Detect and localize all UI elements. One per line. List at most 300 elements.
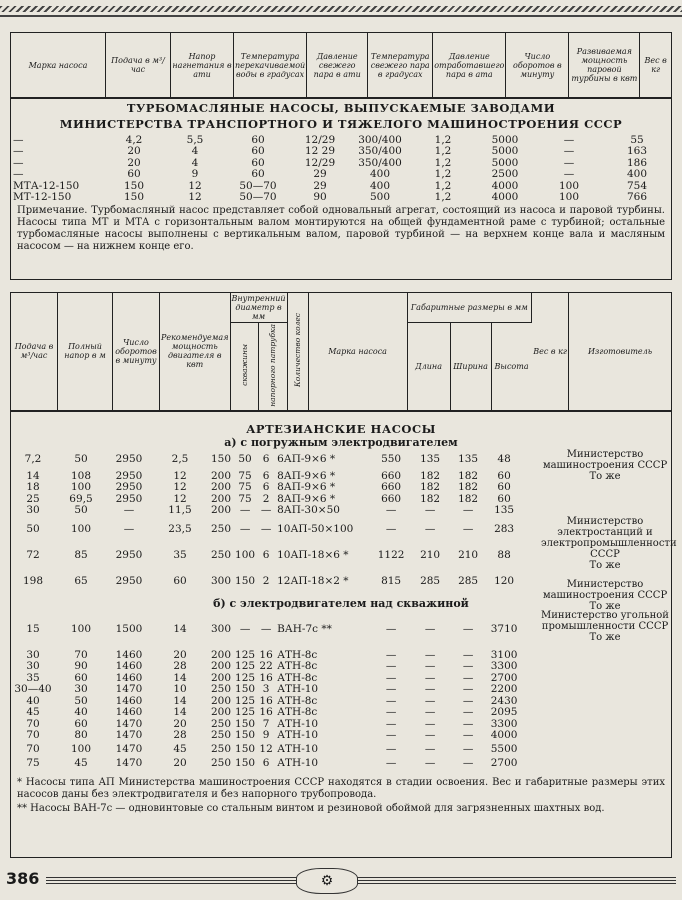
rows_b-cell: — bbox=[462, 671, 474, 684]
rows_b-cell: 4000 bbox=[490, 729, 518, 742]
rows_b-cell: 1460 bbox=[115, 706, 143, 719]
t1-h9: Вес в кг bbox=[644, 56, 667, 74]
rows_b-cell: 30 bbox=[74, 683, 88, 696]
rows_b-cell: ВАН-7с ** bbox=[277, 623, 332, 636]
rows_a-cell: 60 bbox=[497, 469, 511, 482]
rows_a-cell: 815 bbox=[381, 575, 402, 588]
rows_b-cell: 14 bbox=[173, 623, 187, 636]
t1-cell: 1,2 bbox=[434, 156, 452, 169]
t1-cell: 1,2 bbox=[434, 179, 452, 192]
rows_b-cell: 70 bbox=[26, 717, 40, 730]
rows_b-cell: 1460 bbox=[115, 660, 143, 673]
t1-h8: Развиваемая мощность паровой турбины в квт bbox=[569, 33, 640, 98]
t1-h0: Марка насоса bbox=[11, 33, 106, 98]
rows_b-cell: 60 bbox=[74, 717, 88, 730]
rows_a-cell: 2,5 bbox=[171, 453, 189, 466]
t1-cell: 400 bbox=[369, 168, 391, 181]
t1-cell: 60 bbox=[251, 156, 265, 169]
rows_a-cell: 6 bbox=[262, 453, 270, 466]
rows_b-maker-cell bbox=[521, 730, 671, 742]
rows_b-maker-cell bbox=[521, 650, 671, 662]
rows_a-cell: 8АП-9×6 * bbox=[277, 481, 336, 494]
rows_a-cell: — bbox=[385, 504, 397, 517]
t1-title-line1: ТУРБОМАСЛЯНЫЕ НАСОСЫ, ВЫПУСКАЕМЫЕ ЗАВОДАМИ bbox=[126, 101, 556, 115]
rows_a-cell: 6 bbox=[262, 481, 270, 494]
rows_b-cell: 300 bbox=[211, 623, 232, 636]
rows_b-cell: 250 bbox=[211, 729, 232, 742]
rows_a-cell: 100 bbox=[70, 523, 92, 536]
rows_a-cell: 283 bbox=[494, 523, 515, 536]
t1-cell: 150 bbox=[123, 191, 145, 204]
t2-h-patr: напорного патрубка bbox=[259, 323, 288, 411]
t1-cell: 29 bbox=[313, 168, 327, 181]
rows_a-cell: 182 bbox=[420, 481, 441, 494]
rows_b-cell: 20 bbox=[173, 717, 187, 730]
t2-h-gabar: Габаритные размеры в мм bbox=[407, 293, 532, 323]
rows_a-cell: 200 bbox=[211, 492, 232, 505]
rows_b-maker-cell bbox=[521, 673, 671, 685]
t1-h5: Температура свежего пара в градусах bbox=[368, 33, 433, 98]
rows_b-cell: — bbox=[462, 717, 474, 730]
t2-h-oboroty: Число оборотов в минуту bbox=[113, 293, 160, 411]
t1-cell: 50—70 bbox=[239, 179, 277, 192]
rows_b-cell: 30 bbox=[26, 648, 40, 661]
rows_b-cell: 125 bbox=[235, 694, 256, 707]
t1-cell: 9 bbox=[191, 168, 199, 181]
rows_a-cell: 48 bbox=[497, 453, 511, 466]
rows_b-row bbox=[11, 650, 671, 662]
rows_b-cell: 3710 bbox=[490, 623, 518, 636]
rows_b-row bbox=[11, 707, 671, 719]
rows_b-cell: 1460 bbox=[115, 648, 143, 661]
t1-cell: 186 bbox=[626, 156, 648, 169]
rows_a-cell: 120 bbox=[494, 575, 515, 588]
rows_b-cell: — bbox=[424, 756, 436, 769]
rows_a-cell: 182 bbox=[420, 469, 441, 482]
rows_a-cell: 60 bbox=[173, 575, 187, 588]
rows_b-cell: — bbox=[462, 694, 474, 707]
rows_a-cell: 182 bbox=[458, 469, 479, 482]
rows_b-cell: 35 bbox=[26, 671, 40, 684]
rows_a-cell: 182 bbox=[420, 492, 441, 505]
rows_b-cell: 200 bbox=[211, 706, 232, 719]
t2-h-moshch: Рекомендуемая мощность двигателя в квт bbox=[160, 293, 231, 411]
rows_b-cell: 200 bbox=[211, 694, 232, 707]
rows_b-cell: 200 bbox=[211, 648, 232, 661]
rows_b-maker-cell bbox=[521, 742, 671, 758]
rows_b-cell: 14 bbox=[173, 694, 187, 707]
rows_b-cell: 90 bbox=[74, 660, 88, 673]
makers-a bbox=[541, 448, 677, 612]
rows_b-cell: 20 bbox=[173, 648, 187, 661]
maker-a-5: То же bbox=[589, 600, 621, 612]
t1-cell: 100 bbox=[558, 191, 580, 204]
t2-h-shirina: Ширина bbox=[450, 323, 491, 411]
rows_b-cell: АТН-8с bbox=[277, 706, 318, 719]
rows_b-maker-cell bbox=[521, 758, 671, 770]
t2-h-ves: Вес в кг bbox=[532, 293, 569, 411]
maker-a-1: То же bbox=[589, 470, 621, 482]
rows_b-cell: 70 bbox=[26, 729, 40, 742]
rows_a-cell: 69,5 bbox=[69, 492, 93, 505]
rows_b-cell: 250 bbox=[211, 717, 232, 730]
rows_a-cell: 60 bbox=[497, 492, 511, 505]
t2-footnote-2: ** Насосы ВАН-7с — одновинтовые со стальным винтом и резиновой обоймой для загрязненных шахтных вод. bbox=[17, 803, 605, 815]
t1-cell: 4 bbox=[191, 156, 199, 169]
rows_b-cell: 28 bbox=[173, 660, 187, 673]
t1-cell: 1,2 bbox=[434, 134, 452, 146]
rows_b-cell: — bbox=[424, 671, 436, 684]
t2-subtitle-a: а) с погружным электродвигателем bbox=[224, 435, 458, 449]
rows_a-cell: 150 bbox=[235, 575, 256, 588]
rows_b-cell: 150 bbox=[235, 743, 256, 756]
t1-note: Примечание. Турбомасляный насос представляет собой одновальный агрегат, состоящий из насоса и паровой турбины. Насосы типа МТ и МТА с горизонтальным валом монтируются на общей фундаментной раме с турбиной; остальные турбомасляные насосы выполнены с вертикальным валом, паровой турбиной — на верхнем конце вала и масляным насосом — на нижнем конце его. bbox=[17, 205, 665, 253]
rows_a-cell: 85 bbox=[74, 549, 88, 562]
rows_b-cell: 22 bbox=[259, 660, 273, 673]
rows_b-cell: 2200 bbox=[490, 683, 518, 696]
rows_b-cell: — bbox=[424, 706, 436, 719]
rows_a-cell: — bbox=[462, 523, 474, 536]
t1-cell: — bbox=[563, 145, 575, 158]
rows_b-cell: 16 bbox=[259, 706, 273, 719]
rows_b-cell: — bbox=[385, 694, 397, 707]
artesian-pumps-table bbox=[10, 292, 677, 858]
t1-cell: МТ-12-150 bbox=[13, 191, 72, 204]
rows_b-cell: 10 bbox=[173, 683, 187, 696]
rows_b-cell: АТН-8с bbox=[277, 648, 318, 661]
rows_b-cell: 250 bbox=[211, 756, 232, 769]
rows_b-cell: 2700 bbox=[490, 756, 518, 769]
rows_a-cell: 150 bbox=[211, 453, 232, 466]
rows_b-cell: — bbox=[424, 743, 436, 756]
t1-title-line2: МИНИСТЕРСТВА ТРАНСПОРТНОГО И ТЯЖЕЛОГО МАШИНОСТРОЕНИЯ СССР bbox=[59, 117, 623, 131]
rows_a-cell: 285 bbox=[420, 575, 441, 588]
rows_a-cell: 72 bbox=[26, 549, 40, 562]
rows_b-maker-cell bbox=[521, 684, 671, 696]
t1-cell: 300/400 bbox=[358, 134, 402, 146]
t1-cell: 1,2 bbox=[434, 191, 452, 204]
rows_a-cell: 75 bbox=[238, 492, 252, 505]
rows_b-cell: — bbox=[385, 660, 397, 673]
rows_a-cell: 50 bbox=[238, 453, 252, 466]
rows_b-cell: 70 bbox=[74, 648, 88, 661]
t1-cell: 400 bbox=[626, 168, 648, 181]
rows_a-cell: 135 bbox=[494, 504, 515, 517]
rows_a-cell: 10АП-50×100 bbox=[277, 523, 354, 536]
rows_a-cell: 14 bbox=[26, 469, 40, 482]
rows_b-cell: 150 bbox=[235, 683, 256, 696]
rows_a-cell: 88 bbox=[497, 549, 511, 562]
rows_b-cell: 14 bbox=[173, 706, 187, 719]
rows_b-cell: — bbox=[462, 743, 474, 756]
t1-cell: 5,5 bbox=[186, 134, 204, 146]
rows_a-cell: — bbox=[123, 504, 135, 517]
rows_b-cell: — bbox=[462, 660, 474, 673]
t2-title: АРТЕЗИАНСКИЕ НАСОСЫ bbox=[246, 421, 436, 436]
t1-cell: 60 bbox=[251, 134, 265, 146]
rows_a-cell: 50 bbox=[74, 453, 88, 466]
t1-cell: — bbox=[13, 145, 24, 158]
rows_b-cell: 9 bbox=[262, 729, 270, 742]
t2-h-vysota: Высота bbox=[494, 361, 529, 371]
rows_b-cell: — bbox=[424, 623, 436, 636]
rows_b-cell: 1500 bbox=[115, 623, 143, 636]
rows_b-cell: 2095 bbox=[490, 706, 518, 719]
rows_a-cell: 250 bbox=[211, 523, 232, 536]
t1-cell: 2500 bbox=[491, 168, 519, 181]
rows_b-cell: 200 bbox=[211, 660, 232, 673]
rows_a-cell: 300 bbox=[211, 575, 232, 588]
rows_b-cell: 50 bbox=[74, 694, 88, 707]
makers-b bbox=[541, 610, 669, 643]
rows_a-cell: — bbox=[385, 523, 397, 536]
rows_b-cell: АТН-10 bbox=[277, 743, 319, 756]
rows_a-cell: 285 bbox=[458, 575, 479, 588]
rows_b-cell: АТН-10 bbox=[277, 683, 319, 696]
t1-data bbox=[11, 135, 671, 203]
rows_b-cell: 200 bbox=[211, 671, 232, 684]
rows_b-row bbox=[11, 661, 671, 673]
t2-h-skv: скважины bbox=[230, 323, 259, 411]
rows_b-cell: 5500 bbox=[490, 743, 518, 756]
t1-cell: 350/400 bbox=[358, 145, 402, 158]
rows_b-cell: 1470 bbox=[115, 743, 143, 756]
rows_b-cell: 12 bbox=[259, 743, 273, 756]
rows_b-row bbox=[11, 719, 671, 731]
rows_b-cell: — bbox=[424, 683, 436, 696]
t1-cell: МТА-12-150 bbox=[13, 179, 80, 192]
footer-rules bbox=[46, 876, 676, 884]
rows_b-cell: АТН-8с bbox=[277, 660, 318, 673]
t1-h4: Давление свежего пара в ати bbox=[307, 33, 368, 98]
t1-cell: 1,2 bbox=[434, 168, 452, 181]
maker-a-2: Министерство электростанций и электропромышленности СССР bbox=[541, 515, 677, 560]
rows_a-cell: 12 bbox=[173, 481, 187, 494]
rows_b-cell: — bbox=[424, 694, 436, 707]
rows_b-cell: 80 bbox=[74, 729, 88, 742]
rows_a-cell: 660 bbox=[381, 481, 402, 494]
rows_a-cell: 182 bbox=[458, 481, 479, 494]
t1-h3: Температура перекачиваемой воды в градусах bbox=[234, 33, 307, 98]
t1-cell: 4,2 bbox=[125, 134, 143, 146]
rows_a-cell: 100 bbox=[235, 549, 256, 562]
rows_b-cell: 40 bbox=[26, 694, 40, 707]
rows_b-row bbox=[11, 696, 671, 708]
rows_b-cell: 1460 bbox=[115, 671, 143, 684]
rows_a-cell: — bbox=[260, 523, 272, 536]
maker-a-4: Министерство машиностроения СССР bbox=[542, 578, 668, 601]
rows_b-cell: 125 bbox=[235, 660, 256, 673]
page-number: 386 bbox=[6, 869, 40, 888]
top-rule bbox=[0, 15, 682, 17]
t1-cell: 754 bbox=[626, 179, 648, 192]
rows_b-cell: АТН-10 bbox=[277, 756, 319, 769]
t1-cell: 60 bbox=[251, 168, 265, 181]
rows_a-cell: 10АП-18×6 * bbox=[277, 549, 349, 562]
rows_a-cell: 660 bbox=[381, 492, 402, 505]
page-footer bbox=[0, 866, 682, 900]
rows_b-cell: 60 bbox=[74, 671, 88, 684]
t1-cell: 12 bbox=[188, 191, 202, 204]
rows_b-maker-cell bbox=[521, 696, 671, 708]
rows_a-cell: 6 bbox=[262, 469, 270, 482]
t2-footnote-1: * Насосы типа АП Министерства машиностроения СССР находятся в стадии освоения. Вес и габаритные размеры этих насосов даны без электродвигателя и без напорного трубопровода. bbox=[17, 777, 665, 801]
maker-b-1: То же bbox=[589, 631, 621, 643]
t1-cell: 350/400 bbox=[358, 156, 402, 169]
rows_a-cell: 200 bbox=[211, 481, 232, 494]
rows_b-cell: 14 bbox=[173, 671, 187, 684]
rows_a-cell: 210 bbox=[458, 549, 479, 562]
t1-cell: 400 bbox=[369, 179, 391, 192]
rows_a-cell: 2 bbox=[262, 492, 270, 505]
rows_b-cell: — bbox=[424, 729, 436, 742]
t1-cell: — bbox=[13, 168, 24, 181]
rows_b-cell: 70 bbox=[26, 743, 40, 756]
t1-cell: — bbox=[563, 168, 575, 181]
rows_b-cell: 3100 bbox=[490, 648, 518, 661]
t2-h-kol: Количество колес bbox=[287, 293, 308, 411]
rows_a-cell: 2950 bbox=[115, 575, 143, 588]
rows_b-cell: — bbox=[385, 671, 397, 684]
rows_b-cell: — bbox=[462, 756, 474, 769]
rows_b-row bbox=[11, 684, 671, 696]
rows_a-cell: 65 bbox=[74, 575, 88, 588]
t1-cell: 20 bbox=[127, 156, 141, 169]
rows_a-cell: 8АП-9×6 * bbox=[277, 492, 336, 505]
t1-cell: 60 bbox=[251, 145, 265, 158]
rows_b-cell: — bbox=[239, 623, 251, 636]
rows_b-cell: 250 bbox=[211, 743, 232, 756]
rows_b-cell: 28 bbox=[173, 729, 187, 742]
rows_a-cell: — bbox=[424, 523, 436, 536]
rows_a-cell: 11,5 bbox=[168, 504, 192, 517]
rows_b-cell: 16 bbox=[259, 694, 273, 707]
rows_b-cell: АТН-10 bbox=[277, 729, 319, 742]
rows_a-cell: 50 bbox=[74, 504, 88, 517]
rows_b-cell: 75 bbox=[26, 756, 40, 769]
rows_b-cell: АТН-10 bbox=[277, 717, 319, 730]
rows_a-cell: — bbox=[123, 523, 135, 536]
rows_a-cell: 6АП-9×6 * bbox=[277, 453, 336, 466]
rows_b-cell: 100 bbox=[70, 623, 92, 636]
t1-cell: 100 bbox=[558, 179, 580, 192]
rows_a-cell: 25 bbox=[26, 492, 40, 505]
machine-emblem-icon: ⚙ bbox=[296, 868, 358, 894]
rows_a-cell: 660 bbox=[381, 469, 402, 482]
t1-cell: — bbox=[13, 134, 24, 146]
rows_a-cell: 200 bbox=[211, 469, 232, 482]
rows_b-row bbox=[11, 758, 671, 770]
rows_a-cell: 198 bbox=[22, 575, 44, 588]
rows_b-maker-cell bbox=[521, 719, 671, 731]
rows_b-cell: 2700 bbox=[490, 671, 518, 684]
t1-cell: 1,2 bbox=[434, 145, 452, 158]
rows_b-cell: — bbox=[462, 648, 474, 661]
rows_b-cell: 6 bbox=[262, 756, 270, 769]
t1-cell: — bbox=[563, 156, 575, 169]
t2-h-napor: Полный напор в м bbox=[58, 293, 113, 411]
rows_a-cell: 210 bbox=[420, 549, 441, 562]
top-ornament bbox=[0, 6, 682, 12]
rows_a-cell: 35 bbox=[173, 549, 187, 562]
t1-cell: 766 bbox=[626, 191, 648, 204]
rows_a-cell: — bbox=[260, 504, 272, 517]
t1-cell: 150 bbox=[123, 179, 145, 192]
t1-header bbox=[11, 33, 671, 99]
rows_a-cell: 7,2 bbox=[24, 453, 42, 466]
t1-row bbox=[11, 169, 671, 180]
rows_b-cell: 150 bbox=[235, 756, 256, 769]
rows_a-cell: 2950 bbox=[115, 481, 143, 494]
rows_b-cell: — bbox=[385, 743, 397, 756]
rows_a-cell: 2950 bbox=[115, 492, 143, 505]
rows_b-cell: АТН-8с bbox=[277, 694, 318, 707]
rows_a-cell: 2950 bbox=[115, 469, 143, 482]
t1-cell: 5000 bbox=[491, 156, 519, 169]
rows_a-cell: 50 bbox=[26, 523, 40, 536]
maker-b-0: Министерство угольной промышленности СССР bbox=[541, 609, 669, 632]
rows_b-cell: 150 bbox=[235, 729, 256, 742]
t1-cell: 55 bbox=[630, 134, 644, 146]
rows_a-cell: 100 bbox=[70, 481, 92, 494]
rows_b-cell: 1470 bbox=[115, 717, 143, 730]
t1-cell: 163 bbox=[626, 145, 648, 158]
rows_b-cell: 3 bbox=[262, 683, 270, 696]
rows_a-cell: — bbox=[239, 504, 251, 517]
rows_b-cell: 40 bbox=[74, 706, 88, 719]
t1-h6: Давление отработавшего пара в ата bbox=[433, 33, 506, 98]
t1-cell: 12 29 bbox=[304, 145, 336, 158]
rows_b-cell: — bbox=[424, 717, 436, 730]
rows_a-cell: 23,5 bbox=[168, 523, 192, 536]
rows_b-cell: — bbox=[462, 623, 474, 636]
rows_a-cell: 108 bbox=[70, 469, 92, 482]
rows_a-cell: 8АП-9×6 * bbox=[277, 469, 336, 482]
rows_b-cell: — bbox=[385, 683, 397, 696]
rows_a-cell: 12АП-18×2 * bbox=[277, 575, 349, 588]
rows_a-cell: 18 bbox=[26, 481, 40, 494]
t1-cell: — bbox=[13, 156, 24, 169]
t2-h-vnutr: Внутренний диаметр в мм bbox=[231, 294, 286, 321]
rows_b-cell: 150 bbox=[235, 717, 256, 730]
t2-header bbox=[11, 293, 671, 412]
maker-a-3: То же bbox=[589, 559, 621, 571]
rows_b-cell: 1470 bbox=[115, 729, 143, 742]
rows_a-cell: — bbox=[462, 504, 474, 517]
rows_a-cell: 8АП-30×50 bbox=[277, 504, 340, 517]
rows_b-cell: 16 bbox=[259, 648, 273, 661]
rows_b-cell: 45 bbox=[74, 756, 88, 769]
rows_b-cell: — bbox=[260, 623, 272, 636]
rows_b-cell: 2430 bbox=[490, 694, 518, 707]
rows_a-cell: 12 bbox=[173, 492, 187, 505]
rows_a-cell: 2950 bbox=[115, 549, 143, 562]
rows_b-row bbox=[11, 742, 671, 758]
rows_b-cell: — bbox=[385, 706, 397, 719]
rows_a-cell: 250 bbox=[211, 549, 232, 562]
rows_a-cell: — bbox=[239, 523, 251, 536]
rows_b-cell: 20 bbox=[173, 756, 187, 769]
rows_b-cell: 45 bbox=[173, 743, 187, 756]
rows_b-row bbox=[11, 730, 671, 742]
t1-cell: 4000 bbox=[491, 179, 519, 192]
t1-cell: 500 bbox=[369, 191, 391, 204]
rows_b-cell: 16 bbox=[259, 671, 273, 684]
rows_a-cell: 135 bbox=[458, 453, 479, 466]
t1-cell: 5000 bbox=[491, 145, 519, 158]
maker-a-0: Министерство машиностроения СССР bbox=[542, 448, 668, 471]
rows_b-cell: АТН-8с bbox=[277, 671, 318, 684]
